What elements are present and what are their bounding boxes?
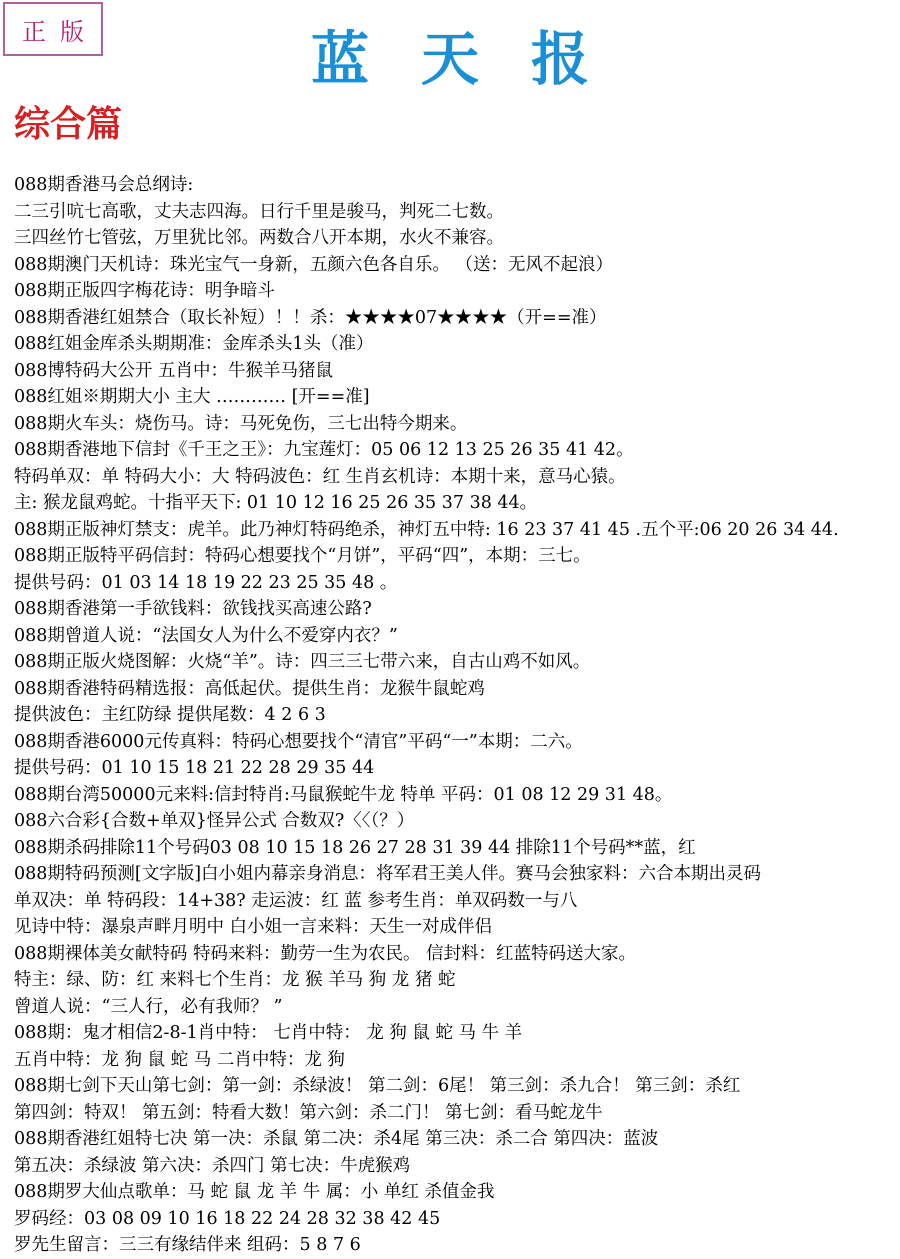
text-line: 088期特码预测[文字版]白小姐内幕亲身消息：将军君王美人伴。赛马会独家料：六合本期出灵码: [14, 864, 762, 884]
text-line: 088期七剑下天山第七剑：第一剑：杀绿波！ 第二剑：6尾！ 第三剑：杀九合！ 第三剑：杀红: [14, 1076, 741, 1096]
text-line: 088期裸体美女献特码 特码来料：勤劳一生为农民。 信封料：红蓝特码送大家。: [14, 943, 637, 964]
text-line: 特主：绿、防：红 来料七个生肖：龙 猴 羊马 狗 龙 猪 蛇: [14, 970, 456, 990]
content-lines: [14, 172, 898, 1259]
text-line: 特码单双：单 特码大小：大 特码波色：红 生肖玄机诗：本期十来，意马心猿。: [14, 466, 626, 487]
text-line: 088期：鬼才相信2-8-1肖中特： 七肖中特： 龙 狗 鼠 蛇 马 牛 羊: [14, 1023, 523, 1043]
text-line: 088期澳门天机诗：珠光宝气一身新，五颜六色各自乐。 （送：无风不起浪）: [14, 254, 613, 275]
text-line: 088期正版特平码信封：特码心想要找个“月饼”，平码“四”，本期：三七。: [14, 546, 591, 566]
text-line: 提供波色：主红防绿 提供尾数：4 2 6 3: [14, 705, 326, 725]
text-line: 088期香港6000元传真料：特码心想要找个“清官”平码“一”本期：二六。: [14, 731, 583, 752]
text-line: 088博特码大公开 五肖中：牛猴羊马猪鼠: [14, 360, 333, 381]
text-line: 第五决：杀绿波 第六决：杀四门 第七决：牛虎猴鸡: [14, 1155, 411, 1176]
section-heading: 综合篇: [14, 103, 123, 145]
text-line: 088期香港特码精选报：高低起伏。提供生肖：龙猴牛鼠蛇鸡: [14, 678, 485, 699]
text-line: 见诗中特：瀑泉声畔月明中 白小姐一言来料：天生一对成伴侣: [14, 917, 493, 937]
text-line: 088期香港红姐禁合（取长补短）！！杀：★★★★07★★★★（开==准）: [14, 307, 607, 328]
text-line: 088期正版四字梅花诗：明争暗斗: [14, 281, 275, 301]
text-line: 主: 猴龙鼠鸡蛇。十指平天下: 01 10 12 16 25 26 35 37 38 44。: [14, 493, 538, 513]
text-line: 088期罗大仙点歌单：马 蛇 鼠 龙 羊 牛 属：小 单红 杀值金我: [14, 1182, 495, 1202]
text-line: 提供号码：01 10 15 18 21 22 28 29 35 44: [14, 758, 375, 778]
authentic-badge: 正版: [3, 2, 103, 56]
text-line: 提供号码：01 03 14 18 19 22 23 25 35 48 。: [14, 572, 398, 593]
text-line: 088红姐※期期大小 主大 ………… [开==准]: [14, 387, 370, 407]
text-line: 088期火车头：烧伤马。诗：马死免伤，三七出特今期来。: [14, 413, 468, 434]
text-line: 三四丝竹七管弦，万里犹比邻。两数合八开本期，水火不兼容。: [14, 228, 504, 248]
text-line: 五肖中特：龙 狗 鼠 蛇 马 二肖中特：龙 狗: [14, 1049, 345, 1070]
text-line: 第四剑：特双！ 第五剑：特看大数！第六剑：杀二门！ 第七剑：看马蛇龙牛: [14, 1102, 603, 1123]
text-line: 088期香港第一手欲钱料：欲钱找买高速公路?: [14, 599, 372, 619]
text-line: 088红姐金库杀头期期准：金库杀头1头（准）: [14, 334, 374, 354]
text-line: 088期正版火烧图解：火烧“羊”。诗：四三三七带六来，自古山鸡不如风。: [14, 652, 591, 672]
text-line: 二三引吭七高歌，丈夫志四海。日行千里是骏马，判死二七数。: [14, 201, 504, 222]
text-line: 088期香港红姐特七决 第一决：杀鼠 第二决：杀4尾 第三决：杀二合 第四决：蓝波: [14, 1129, 659, 1149]
text-line: 088六合彩{合数+单双}怪异公式 合数双?〈〈（？）: [14, 811, 415, 831]
text-line: 088期香港地下信封《千王之王》：九宝莲灯：05 06 12 13 25 26 35 41 42。: [14, 440, 634, 460]
text-line: 罗码经：03 08 09 10 16 18 22 24 28 32 38 42 45: [14, 1208, 441, 1229]
text-line: 罗先生留言：三三有缘结伴来 组码：5 8 7 6: [14, 1235, 361, 1255]
text-line: 088期台湾50000元来料:信封特肖:马鼠猴蛇牛龙 特单 平码：01 08 12 29 31 48。: [14, 784, 673, 805]
text-line: 088期正版神灯禁支：虎羊。此乃神灯特码绝杀，神灯五中特: 16 23 37 41 45 .五个平:06 20 26 34 44.: [14, 519, 839, 540]
text-line: 单双决：单 特码段：14+38? 走运波：红 蓝 参考生肖：单双码数一与八: [14, 890, 578, 911]
text-line: 088期杀码排除11个号码03 08 10 15 18 26 27 28 31 39 44 排除11个号码**蓝，红: [14, 837, 696, 858]
text-line: 曾道人说：“三人行，必有我师？ ”: [14, 996, 283, 1017]
text-line: 088期香港马会总纲诗:: [14, 175, 194, 195]
text-line: 088期曾道人说：“法国女人为什么不爱穿内衣？”: [14, 625, 398, 646]
page-title: 蓝天报: [310, 25, 641, 93]
